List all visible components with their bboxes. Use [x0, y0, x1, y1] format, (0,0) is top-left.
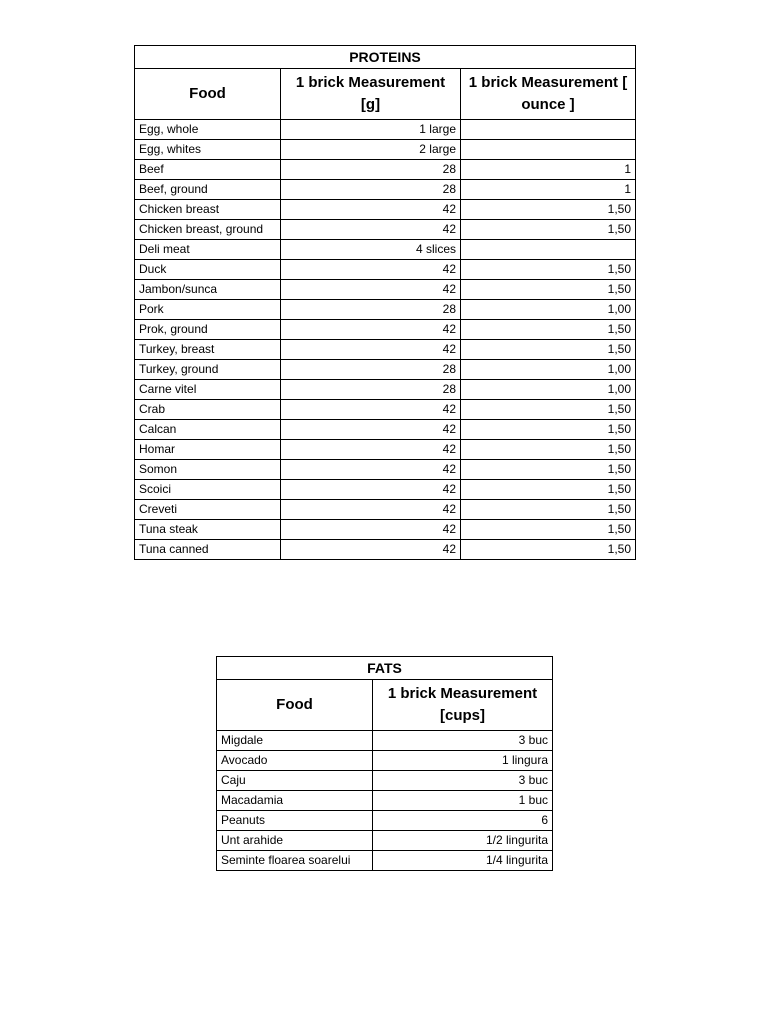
measurement-cell: 42: [281, 500, 461, 520]
measurement-cell: 1,50: [461, 520, 636, 540]
food-cell: Carne vitel: [135, 380, 281, 400]
proteins-body: [135, 120, 636, 560]
measurement-cell: 42: [281, 220, 461, 240]
measurement-cell: 1,50: [461, 440, 636, 460]
food-cell: Tuna steak: [135, 520, 281, 540]
table-row: [217, 791, 553, 811]
measurement-cell: 6: [373, 811, 553, 831]
measurement-cell: 42: [281, 420, 461, 440]
measurement-cell: 42: [281, 520, 461, 540]
table-row: [135, 420, 636, 440]
measurement-cell: 1,50: [461, 460, 636, 480]
measurement-cell: 1,50: [461, 500, 636, 520]
food-cell: Seminte floarea soarelui: [217, 851, 373, 871]
measurement-cell: 42: [281, 340, 461, 360]
measurement-cell: 42: [281, 440, 461, 460]
food-cell: Chicken breast, ground: [135, 220, 281, 240]
proteins-header-ounce: 1 brick Measurement [ ounce ]: [461, 69, 636, 120]
food-cell: Homar: [135, 440, 281, 460]
proteins-table: [134, 45, 636, 560]
measurement-cell: 42: [281, 400, 461, 420]
food-cell: Migdale: [217, 731, 373, 751]
measurement-cell: 1,50: [461, 480, 636, 500]
measurement-cell: 1,50: [461, 420, 636, 440]
food-cell: Deli meat: [135, 240, 281, 260]
food-cell: Pork: [135, 300, 281, 320]
measurement-cell: 28: [281, 360, 461, 380]
measurement-cell: 1,50: [461, 400, 636, 420]
table-row: [135, 240, 636, 260]
food-cell: Crab: [135, 400, 281, 420]
food-cell: Macadamia: [217, 791, 373, 811]
measurement-cell: 2 large: [281, 140, 461, 160]
table-row: [135, 520, 636, 540]
measurement-cell: 42: [281, 200, 461, 220]
measurement-cell: 1 buc: [373, 791, 553, 811]
measurement-cell: 42: [281, 480, 461, 500]
measurement-cell: 1,50: [461, 220, 636, 240]
measurement-cell: 1 large: [281, 120, 461, 140]
measurement-cell: 1,50: [461, 200, 636, 220]
table-row: [135, 300, 636, 320]
table-row: [135, 180, 636, 200]
measurement-cell: 1 lingura: [373, 751, 553, 771]
table-row: [135, 120, 636, 140]
proteins-header-food: Food: [135, 69, 281, 120]
measurement-cell: 1,50: [461, 260, 636, 280]
table-row: [217, 771, 553, 791]
measurement-cell: 42: [281, 540, 461, 560]
fats-table: [216, 656, 553, 871]
table-row: [135, 500, 636, 520]
measurement-cell: 4 slices: [281, 240, 461, 260]
table-row: [217, 811, 553, 831]
measurement-cell: 42: [281, 460, 461, 480]
measurement-cell: 42: [281, 280, 461, 300]
measurement-cell: 3 buc: [373, 771, 553, 791]
food-cell: Turkey, breast: [135, 340, 281, 360]
table-row: [217, 831, 553, 851]
measurement-cell: 1,50: [461, 540, 636, 560]
fats-body: [217, 731, 553, 871]
proteins-header-grams: 1 brick Measurement [g]: [281, 69, 461, 120]
food-cell: Prok, ground: [135, 320, 281, 340]
measurement-cell: 3 buc: [373, 731, 553, 751]
table-row: [135, 400, 636, 420]
food-cell: Peanuts: [217, 811, 373, 831]
table-row: [135, 460, 636, 480]
measurement-cell: 1: [461, 160, 636, 180]
food-cell: Tuna canned: [135, 540, 281, 560]
table-row: [135, 220, 636, 240]
fats-title: FATS: [217, 657, 553, 680]
food-cell: Avocado: [217, 751, 373, 771]
table-row: [135, 280, 636, 300]
food-cell: Chicken breast: [135, 200, 281, 220]
fats-header-food: Food: [217, 680, 373, 731]
table-row: [135, 480, 636, 500]
food-cell: Scoici: [135, 480, 281, 500]
food-cell: Jambon/sunca: [135, 280, 281, 300]
table-row: [135, 440, 636, 460]
measurement-cell: 28: [281, 160, 461, 180]
measurement-cell: 42: [281, 260, 461, 280]
measurement-cell: 42: [281, 320, 461, 340]
table-row: [135, 340, 636, 360]
table-row: [217, 751, 553, 771]
table-row: [135, 260, 636, 280]
fats-header-cups: 1 brick Measurement [cups]: [373, 680, 553, 731]
measurement-cell: 1/4 lingurita: [373, 851, 553, 871]
measurement-cell: 1,00: [461, 300, 636, 320]
measurement-cell: [461, 140, 636, 160]
food-cell: Somon: [135, 460, 281, 480]
measurement-cell: 1: [461, 180, 636, 200]
table-row: [135, 360, 636, 380]
table-row: [135, 200, 636, 220]
food-cell: Beef: [135, 160, 281, 180]
measurement-cell: 28: [281, 180, 461, 200]
measurement-cell: 1/2 lingurita: [373, 831, 553, 851]
table-row: [135, 140, 636, 160]
table-row: [135, 320, 636, 340]
proteins-title: PROTEINS: [135, 46, 636, 69]
food-cell: Calcan: [135, 420, 281, 440]
table-row: [135, 540, 636, 560]
measurement-cell: 1,50: [461, 320, 636, 340]
food-cell: Creveti: [135, 500, 281, 520]
measurement-cell: 1,50: [461, 340, 636, 360]
food-cell: Unt arahide: [217, 831, 373, 851]
food-cell: Egg, whites: [135, 140, 281, 160]
measurement-cell: [461, 120, 636, 140]
food-cell: Turkey, ground: [135, 360, 281, 380]
measurement-cell: 1,00: [461, 360, 636, 380]
food-cell: Caju: [217, 771, 373, 791]
measurement-cell: 1,50: [461, 280, 636, 300]
measurement-cell: 1,00: [461, 380, 636, 400]
table-row: [217, 731, 553, 751]
measurement-cell: 28: [281, 300, 461, 320]
food-cell: Egg, whole: [135, 120, 281, 140]
table-row: [217, 851, 553, 871]
food-cell: Duck: [135, 260, 281, 280]
food-cell: Beef, ground: [135, 180, 281, 200]
measurement-cell: 28: [281, 380, 461, 400]
table-row: [135, 160, 636, 180]
measurement-cell: [461, 240, 636, 260]
table-row: [135, 380, 636, 400]
